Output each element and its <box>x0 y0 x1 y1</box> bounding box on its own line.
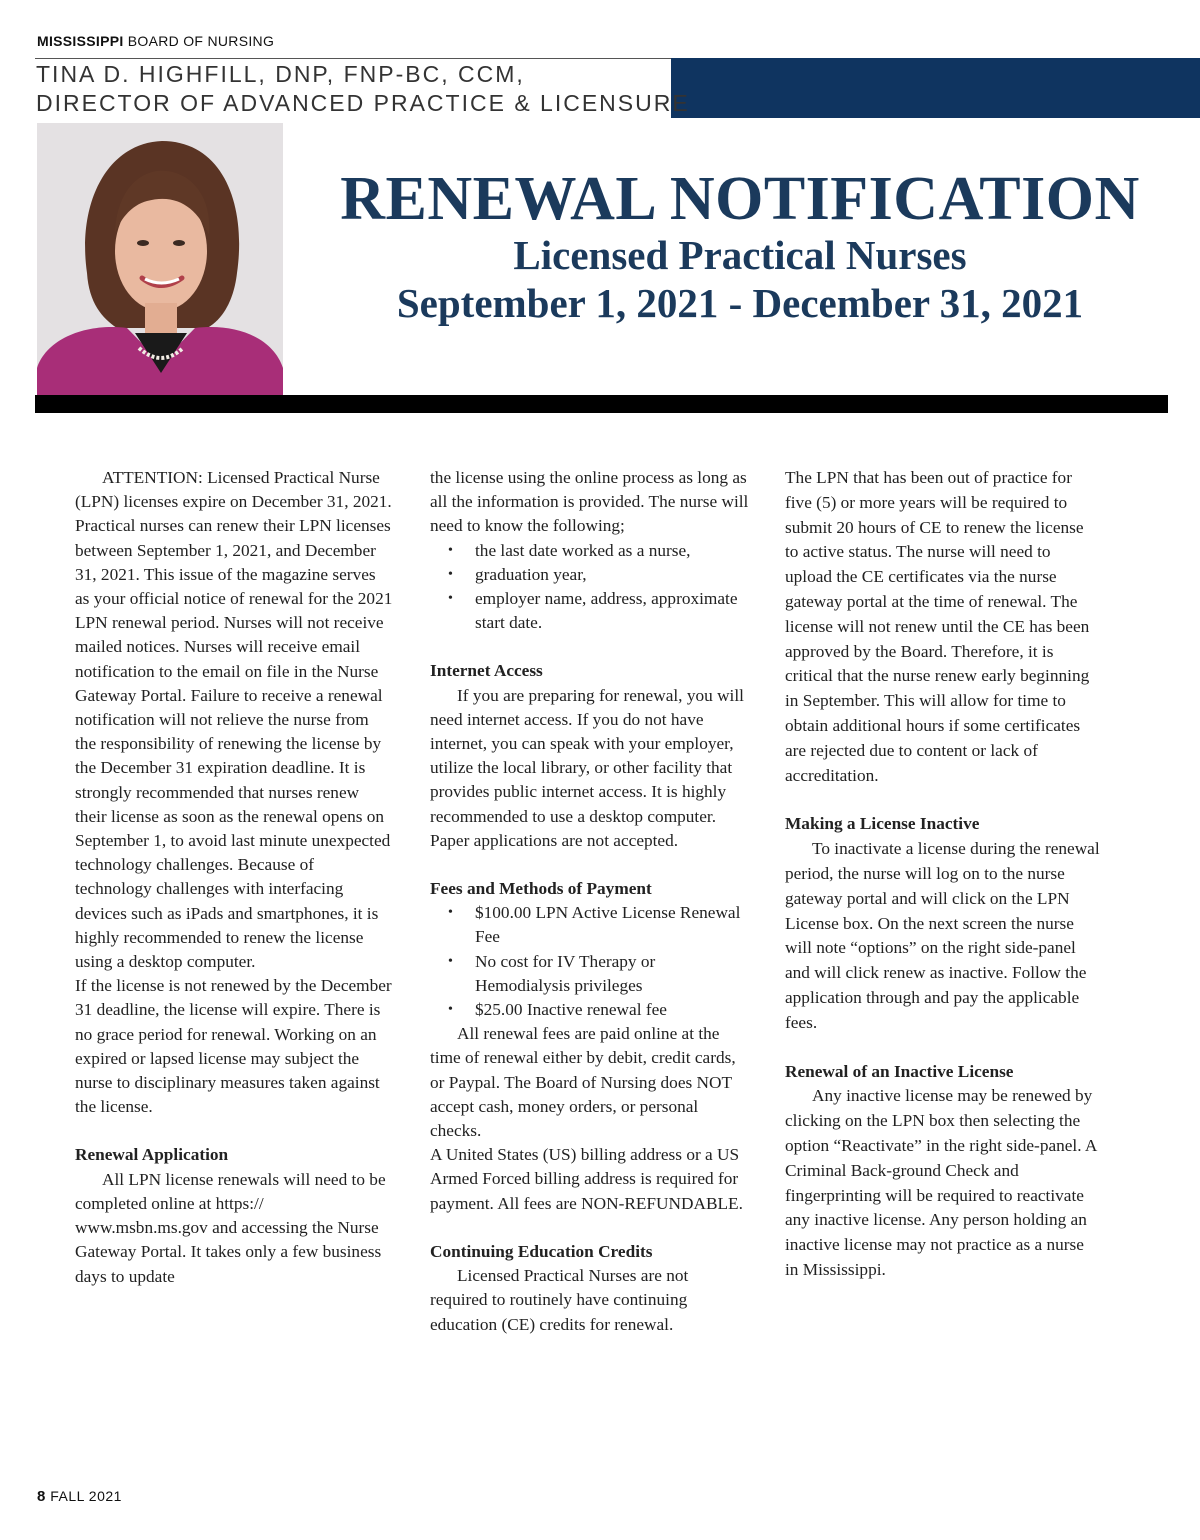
renewal-application-heading: Renewal Application <box>75 1145 229 1165</box>
renewal-inactive-heading: Renewal of an Inactive License <box>785 1061 1014 1081</box>
list-item: • No cost for IV Therapy or Hemodialysis privileges <box>430 950 750 998</box>
column-2 <box>430 466 750 1337</box>
author-byline <box>36 60 690 118</box>
author-photo <box>37 123 283 396</box>
header-board: BOARD OF NURSING <box>127 33 275 49</box>
page-footer <box>37 1488 122 1505</box>
billing-paragraph: A United States (US) billing address or a US Armed Forced billing address is required for payment. All fees are NON-REFUNDABLE. <box>430 1145 743 1213</box>
renewal-application-paragraph: All LPN license renewals will need to be completed online at https:// www.msbn.ms.gov and accessing the Nurse Gateway Portal. It takes only a few business days to update <box>75 1169 386 1286</box>
header-state: MISSISSIPPI <box>37 33 124 49</box>
internet-access-heading: Internet Access <box>430 661 543 681</box>
list-item: • $25.00 Inactive renewal fee <box>430 998 750 1022</box>
page-title: RENEWAL NOTIFICATION <box>340 165 1140 233</box>
publication-header <box>37 33 274 49</box>
renewal-inactive-paragraph: Any inactive license may be renewed by clicking on the LPN box then selecting the option “Reactivate” in the right side-panel. A Criminal Back-ground Check and fingerprinting will be required to reactivate any inactive license. Any person holding an inactive license may not practice as a nurse in Mississippi. <box>785 1086 1097 1279</box>
inactive-paragraph: To inactivate a license during the renewal period, the nurse will log on to the nurse gateway portal and will click on the LPN License box. On the next screen the nurse will note “options” on the right side-panel and will click renew as inactive. Follow the application through and pay the applicable fees. <box>785 839 1100 1032</box>
fees-heading: Fees and Methods of Payment <box>430 879 652 899</box>
list-item: • employer name, address, approximate start date. <box>430 587 750 635</box>
inactive-heading: Making a License Inactive <box>785 814 980 834</box>
list-item: • $100.00 LPN Active License Renewal Fee <box>430 901 750 949</box>
ce-heading: Continuing Education Credits <box>430 1241 653 1261</box>
column-1 <box>75 466 393 1289</box>
page-subtitle: Licensed Practical Nurses <box>513 232 967 278</box>
list-item: • the last date worked as a nurse, <box>430 539 750 563</box>
renewal-dates: September 1, 2021 - December 31, 2021 <box>396 280 1084 326</box>
renewal-continued-paragraph: the license using the online process as long as all the information is provided. The nurse will need to know the following; <box>430 468 749 536</box>
header-color-bar <box>671 58 1200 118</box>
payment-paragraph: All renewal fees are paid online at the time of renewal either by debit, credit cards, or Paypal. The Board of Nursing does NOT accept cash, money orders, or personal checks. <box>430 1024 736 1141</box>
expiration-paragraph: If the license is not renewed by the December 31 deadline, the license will expire. There is no grace period for renewal. Working on an expired or lapsed license may subject the nurse to disciplinary measures taken against the license. <box>75 976 392 1117</box>
author-name: TINA D. HIGHFILL, DNP, FNP-BC, CCM, <box>36 61 525 87</box>
attention-paragraph: ATTENTION: Licensed Practical Nurse (LPN) licenses expire on December 31, 2021. Practical nurses can renew their LPN licenses between September 1, 2021, and December 31, 2021. This issue of the magazine serves as your official notice of renewal for the 2021 LPN renewal period. Nurses will not receive mailed notices. Nurses will receive email notification to the email on file in the Nurse Gateway Portal. Failure to receive a renewal notification will not relieve the nurse from the responsibility of renewing the license by the December 31 expiration deadline. It is strongly recommended that nurses renew their license as soon as the renewal opens on September 1, to avoid last minute unexpected technology challenges. Because of technology challenges with interfacing devices such as iPads and smartphones, it is highly recommended to renew the license using a desktop computer. <box>75 468 393 972</box>
author-title: DIRECTOR OF ADVANCED PRACTICE & LICENSURE <box>36 90 690 116</box>
ce-continued-paragraph: The LPN that has been out of practice for five (5) or more years will be required to submit 20 hours of CE to renew the license to active status. The nurse will need to upload the CE certificates via the nurse gateway portal at the time of renewal. The license will not renew until the CE has been approved by the Board. Therefore, it is critical that the nurse renew early beginning in September. This will allow for time to obtain additional hours if some certificates are rejected due to content or lack of accreditation. <box>785 468 1090 785</box>
fees-list <box>430 901 750 1022</box>
ce-paragraph: Licensed Practical Nurses are not required to routinely have continuing education (CE) credits for renewal. <box>430 1266 689 1334</box>
column-3 <box>785 466 1100 1283</box>
required-info-list <box>430 539 750 636</box>
issue-label: FALL 2021 <box>50 1488 122 1504</box>
title-block <box>340 165 1140 328</box>
page-number: 8 <box>37 1488 46 1505</box>
list-item: • graduation year, <box>430 563 750 587</box>
header-rule <box>35 58 671 59</box>
title-divider-bar <box>35 395 1168 413</box>
internet-access-paragraph: If you are preparing for renewal, you will need internet access. If you do not have internet, you can speak with your employer, utilize the local library, or other facility that provides public internet access. It is highly recommended to use a desktop computer. Paper applications are not accepted. <box>430 685 744 850</box>
